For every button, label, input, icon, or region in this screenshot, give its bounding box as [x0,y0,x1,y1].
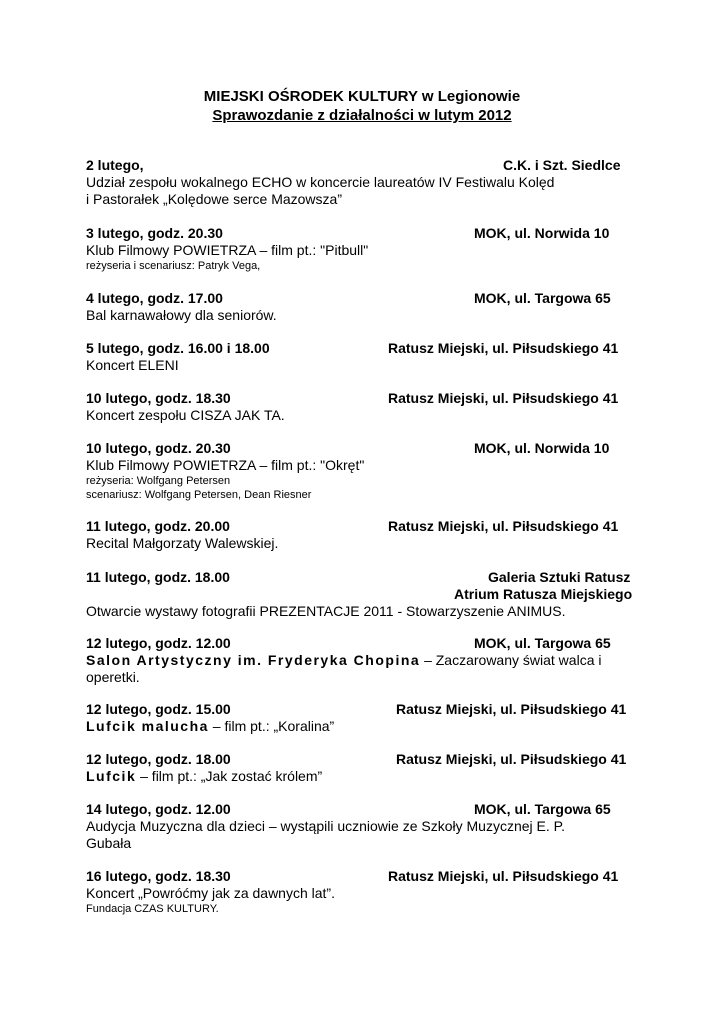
event-date: 3 lutego, godz. 20.30 [86,225,223,241]
event-date: 16 lutego, godz. 18.30 [86,868,231,884]
event-description-text: – film pt.: „Koralina” [208,718,335,734]
event-place: MOK, ul. Norwida 10 [474,440,610,456]
event-place: MOK, ul. Targowa 65 [474,290,611,306]
event-entry [86,801,646,852]
event-date: 11 lutego, godz. 20.00 [86,518,230,534]
event-place-detail: Atrium Ratusza Miejskiego [454,586,633,602]
event-date: 12 lutego, godz. 15.00 [86,701,231,717]
event-description: Recital Małgorzaty Walewskiej. [86,535,279,551]
event-description: Klub Filmowy POWIETRZA – film pt.: "Pitbull" [86,242,369,258]
event-date: 10 lutego, godz. 18.30 [86,390,231,406]
event-place: Ratusz Miejski, ul. Piłsudskiego 41 [388,868,619,884]
event-date: 10 lutego, godz. 20.30 [86,440,231,456]
event-entry [86,635,646,686]
event-place: Ratusz Miejski, ul. Piłsudskiego 41 [388,390,619,406]
event-date: 2 lutego, [86,157,144,173]
event-place: MOK, ul. Targowa 65 [474,801,611,817]
event-date: 12 lutego, godz. 12.00 [86,635,231,651]
event-description [86,652,646,669]
event-date: 11 lutego, godz. 18.00 [86,569,230,585]
event-date: 14 lutego, godz. 12.00 [86,801,231,817]
event-entry [86,701,646,735]
event-date: 4 lutego, godz. 17.00 [86,290,223,306]
event-credits: reżyseria: Wolfgang Petersen [86,475,231,487]
event-organizer: Fundacja CZAS KULTURY. [86,903,219,915]
event-description: Koncert „Powróćmy jak za dawnych lat”. [86,885,335,901]
event-place: Galeria Sztuki Ratusz [488,569,631,585]
document-title: MIEJSKI OŚRODEK KULTURY w Legionowie [203,88,521,105]
event-entry [86,440,646,502]
event-entry [86,390,646,424]
document-subtitle: Sprawozdanie z działalności w lutym 2012 [212,107,512,124]
event-series-name: Lufcik [86,768,137,784]
event-description: Audycja Muzyczna dla dzieci – wystąpili uczniowie ze Szkoły Muzycznej E. P. [86,818,566,834]
event-description [86,718,646,735]
event-entry [86,751,646,785]
event-description: Gubała [86,835,132,851]
event-date: 12 lutego, godz. 18.00 [86,751,231,767]
event-description: Udział zespołu wokalnego ECHO w koncercie laureatów IV Festiwalu Kolęd [86,174,555,190]
event-place: Ratusz Miejski, ul. Piłsudskiego 41 [388,518,619,534]
event-description: Klub Filmowy POWIETRZA – film pt.: "Okręt" [86,457,365,473]
event-description: operetki. [86,669,140,685]
event-place: Ratusz Miejski, ul. Piłsudskiego 41 [396,701,627,717]
event-place: MOK, ul. Targowa 65 [474,635,611,651]
event-place: Ratusz Miejski, ul. Piłsudskiego 41 [396,751,627,767]
event-description: Koncert zespołu CISZA JAK TA. [86,407,285,423]
event-entry [86,225,646,273]
event-description-text: – Zaczarowany świat walca i [420,652,602,668]
event-entry [86,290,646,324]
event-entry [86,157,646,208]
event-place: Ratusz Miejski, ul. Piłsudskiego 41 [388,340,619,356]
event-entry [86,569,646,620]
event-credits: scenariusz: Wolfgang Petersen, Dean Riesner [86,489,312,501]
event-entry [86,518,646,552]
event-series-name: Salon Artystyczny im. Fryderyka Chopina [86,652,421,668]
event-description: Koncert ELENI [86,357,179,373]
event-credits: reżyseria i scenariusz: Patryk Vega, [86,260,261,272]
event-series-name: Lufcik malucha [86,718,209,734]
event-description: Otwarcie wystawy fotografii PREZENTACJE 2011 - Stowarzyszenie ANIMUS. [86,603,566,619]
event-place: C.K. i Szt. Siedlce [503,157,621,173]
event-description-text: – film pt.: „Jak zostać królem” [136,768,323,784]
event-date: 5 lutego, godz. 16.00 i 18.00 [86,340,270,356]
event-description: i Pastorałek „Kolędowe serce Mazowsza” [86,191,342,207]
event-description [86,768,646,785]
event-place: MOK, ul. Norwida 10 [474,225,610,241]
event-entry [86,340,646,374]
event-entry [86,868,646,916]
event-description: Bal karnawałowy dla seniorów. [86,307,277,323]
